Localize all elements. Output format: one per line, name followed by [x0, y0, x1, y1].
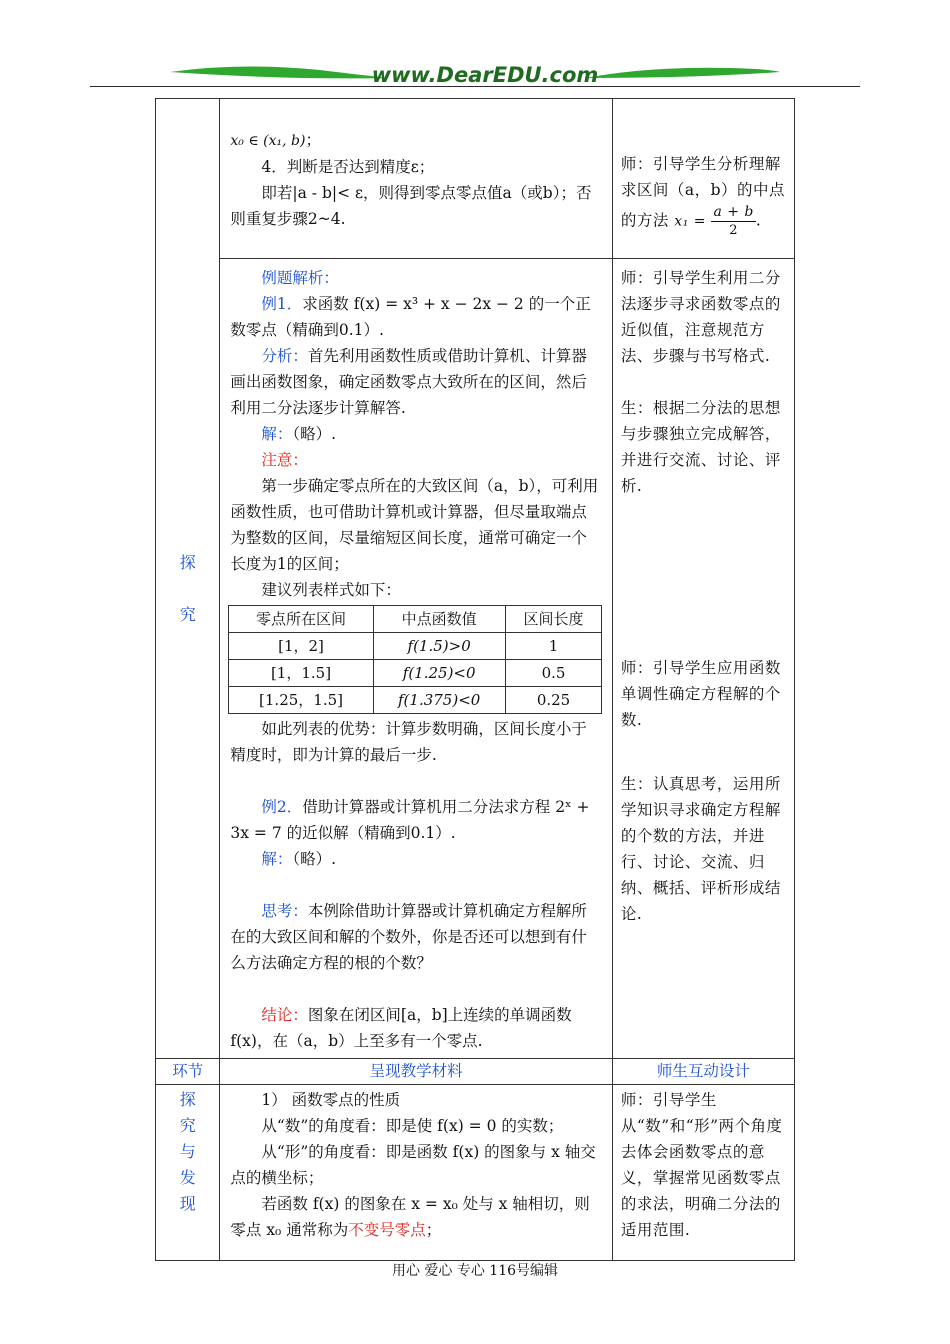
- table-row: [1，1.5] f(1.25)<0 0.5: [229, 660, 602, 687]
- section-label-explore-discover: [156, 1085, 220, 1261]
- property-shape-view: 从“形”的角度看：即是函数 f(x) 的图象与 x 轴交点的横坐标；: [230, 1143, 596, 1187]
- label-char: 探: [179, 1090, 196, 1109]
- table-intro: 建议列表样式如下：: [261, 581, 401, 599]
- note-teacher-3: 师：引导学生从“数”和“形”两个角度去体会函数零点的意义，掌握常见函数零点的求法，明确二分法的适用范围.: [620, 1091, 783, 1239]
- steps-note-cell: 师：引导学生分析理解求区间（a，b）的中点的方法 x₁ = $\frac{a + b}{2}$ .: [612, 99, 794, 259]
- property-number-view: 从“数”的角度看：即是使 f(x) = 0 的实数；: [261, 1117, 564, 1135]
- label-char: 探: [179, 553, 196, 572]
- table-header: 零点所在区间: [229, 606, 373, 633]
- banner-text: www.DearEDU.com: [371, 63, 599, 87]
- properties-cell: [220, 1085, 612, 1261]
- step-line-2: 4．判断是否达到精度ε；: [261, 158, 435, 176]
- label-char: 究: [179, 605, 196, 624]
- header-stage: 环节: [156, 1059, 220, 1085]
- label-char: 现: [179, 1194, 196, 1213]
- property-heading: 1） 函数零点的性质: [261, 1091, 401, 1109]
- label-char: 发: [179, 1168, 196, 1187]
- note-student-2: 生：认真思考，运用所学知识寻求确定方程解的个数的方法，并进行、讨论、交流、归纳、概括、评析形成结论.: [620, 775, 781, 923]
- example-2: 例2．借助计算器或计算机用二分法求方程 2ˣ + 3x = 7 的近似解（精确到0.1）.: [230, 798, 590, 842]
- table-header: 区间长度: [505, 606, 602, 633]
- header-interaction: 师生互动设计: [612, 1059, 794, 1085]
- page-footer: 用心 爱心 专心 116号编辑: [391, 1263, 559, 1279]
- solution-1: 解：（略）.: [261, 425, 337, 443]
- step-line-3: 即若|a - b|< ε，则得到零点零点值a（或b）；否则重复步骤2~4.: [230, 184, 592, 228]
- advantage-text: 如此列表的优势：计算步数明确，区间长度小于精度时，即为计算的最后一步.: [230, 720, 587, 764]
- property-tangent: 若函数 f(x) 的图象在 x = x₀ 处与 x 轴相切，则零点 x₀ 通常称为不变号零点；: [230, 1195, 590, 1239]
- label-char: 究: [179, 1116, 196, 1135]
- section-label-explore: [156, 99, 220, 1059]
- solution-2: 解：（略）.: [261, 850, 337, 868]
- conclusion: 结论：图象在闭区间[a，b]上连续的单调函数 f(x)，在（a，b）上至多有一个零点.: [230, 1006, 572, 1050]
- note-label: 注意：: [261, 451, 308, 469]
- table-row: [1.25，1.5] f(1.375)<0 0.25: [229, 687, 602, 714]
- note-teacher-2: 师：引导学生应用函数单调性确定方程解的个数.: [620, 659, 781, 729]
- note-teacher-1: 师：引导学生利用二分法逐步寻求函数零点的近似值，注意规范方法、步骤与书写格式.: [620, 269, 781, 365]
- examples-notes-cell: [612, 259, 794, 1059]
- step-line-1: x₀ ∈ (x₁, b)；: [230, 131, 321, 149]
- note-student-1: 生：根据二分法的思想与步骤独立完成解答，并进行交流、讨论、评析.: [620, 399, 781, 495]
- banner-right-swoosh: [585, 68, 780, 78]
- bisection-table: [228, 605, 602, 714]
- lesson-table: [155, 98, 795, 1261]
- think: 思考：本例除借助计算器或计算机确定方程解所在的大致区间和解的个数外，你是否还可以想到有什么方法确定方程的根的个数？: [230, 902, 587, 972]
- banner-left-swoosh: [170, 66, 390, 78]
- table-header: 中点函数值: [373, 606, 505, 633]
- midpoint-note: 师：引导学生分析理解求区间（a，b）的中点的方法: [620, 155, 786, 230]
- note-text: 第一步确定零点所在的大致区间（a，b），可利用函数性质，也可借助计算机或计算器，但尽量取端点为整数的区间，尽量缩短区间长度，通常可确定一个长度为1的区间；: [230, 477, 599, 573]
- banner-rule: [90, 86, 860, 87]
- table-row: [1，2] f(1.5)>0 1: [229, 633, 602, 660]
- steps-cell: [220, 99, 612, 259]
- midpoint-fraction: $\frac{a + b}{2}$: [713, 204, 754, 238]
- header-material: 呈现教学材料: [220, 1059, 612, 1085]
- properties-note-cell: [612, 1085, 794, 1261]
- analysis: 分析：首先利用函数性质或借助计算机、计算器画出函数图象，确定函数零点大致所在的区间，然后利用二分法逐步计算解答.: [230, 347, 587, 417]
- example-1: 例1．求函数 f(x) = x³ + x − 2x − 2 的一个正数零点（精确到0.1）.: [230, 295, 591, 339]
- example-heading: 例题解析：: [261, 269, 339, 287]
- examples-cell: [220, 259, 612, 1059]
- label-char: 与: [179, 1142, 196, 1161]
